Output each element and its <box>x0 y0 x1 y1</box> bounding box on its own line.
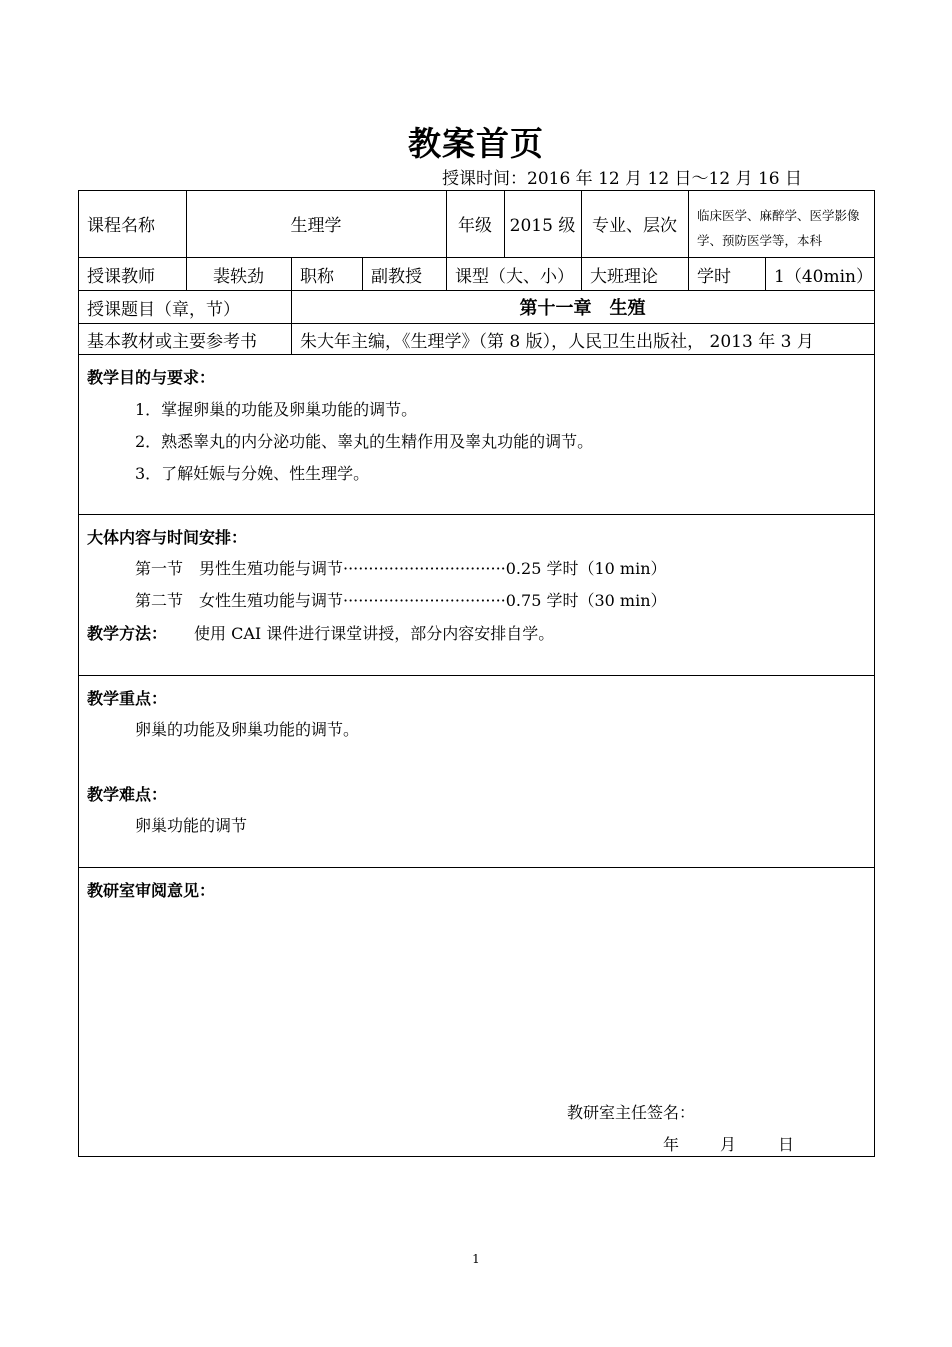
content-heading: 大体内容与时间安排： <box>87 528 248 547</box>
grade-value: 2015 级 <box>509 216 576 236</box>
title-label: 职称 <box>300 266 334 287</box>
review-section <box>78 868 875 1156</box>
teaching-time: 授课时间：2016 年 12 月 12 日～12 月 16 日 <box>442 169 803 189</box>
objectives-heading: 教学目的与要求： <box>87 368 216 387</box>
textbook-row <box>78 324 875 354</box>
textbook-label: 基本教材或主要参考书 <box>87 331 257 352</box>
grade-label: 年级 <box>458 216 492 236</box>
major-value: 临床医学、麻醉学、医学影像学、预防医学等，本科 <box>697 208 860 248</box>
objective-item: 1．掌握卵巢的功能及卵巢功能的调节。 <box>135 400 418 419</box>
date-day: 日 <box>778 1135 795 1154</box>
topic-label: 授课题目（章，节） <box>87 299 240 320</box>
textbook-value: 朱大年主编，《生理学》（第 8 版），人民卫生出版社， 2013 年 3 月 <box>300 331 814 352</box>
hours-label: 学时 <box>697 266 731 287</box>
teacher-row <box>78 258 875 290</box>
teacher-value: 裴轶劲 <box>213 266 264 287</box>
course-value: 生理学 <box>290 216 342 236</box>
content-item: 第一节 男性生殖功能与调节································0.25 学时（10 min） <box>135 559 667 578</box>
class-type-value: 大班理论 <box>590 266 658 287</box>
class-type-label: 课型（大、小） <box>455 266 574 287</box>
key-points-heading: 教学重点： <box>87 689 168 708</box>
major-label: 专业、层次 <box>592 216 677 236</box>
date-year: 年 <box>663 1135 680 1154</box>
course-row <box>78 190 875 257</box>
key-points-value: 卵巢的功能及卵巢功能的调节。 <box>135 720 360 739</box>
content-item: 第二节 女性生殖功能与调节································0.75 学时（30 min） <box>135 591 667 610</box>
objectives-section <box>78 355 875 515</box>
topic-row <box>78 291 875 323</box>
teacher-label: 授课教师 <box>87 266 155 287</box>
topic-value: 第十一章 生殖 <box>519 298 646 319</box>
difficult-points-value: 卵巢功能的调节 <box>135 816 248 835</box>
objective-item: 2．熟悉睾丸的内分泌功能、睾丸的生精作用及睾丸功能的调节。 <box>135 432 594 451</box>
signature-label: 教研室主任签名： <box>567 1103 696 1122</box>
review-heading: 教研室审阅意见： <box>87 881 216 900</box>
page-title: 教案首页 <box>408 124 544 163</box>
objective-item: 3．了解妊娠与分娩、性生理学。 <box>135 464 370 483</box>
page-number: 1 <box>472 1252 480 1266</box>
difficult-points-heading: 教学难点： <box>87 785 168 804</box>
method-label: 教学方法： <box>87 624 168 643</box>
method-value: 使用 CAI 课件进行课堂讲授，部分内容安排自学。 <box>194 624 555 643</box>
title-value: 副教授 <box>371 266 422 287</box>
date-month: 月 <box>720 1135 737 1154</box>
course-label: 课程名称 <box>87 216 155 236</box>
hours-value: 1（40min） <box>774 266 873 287</box>
content-section <box>78 515 875 676</box>
key-points-section <box>78 676 875 868</box>
